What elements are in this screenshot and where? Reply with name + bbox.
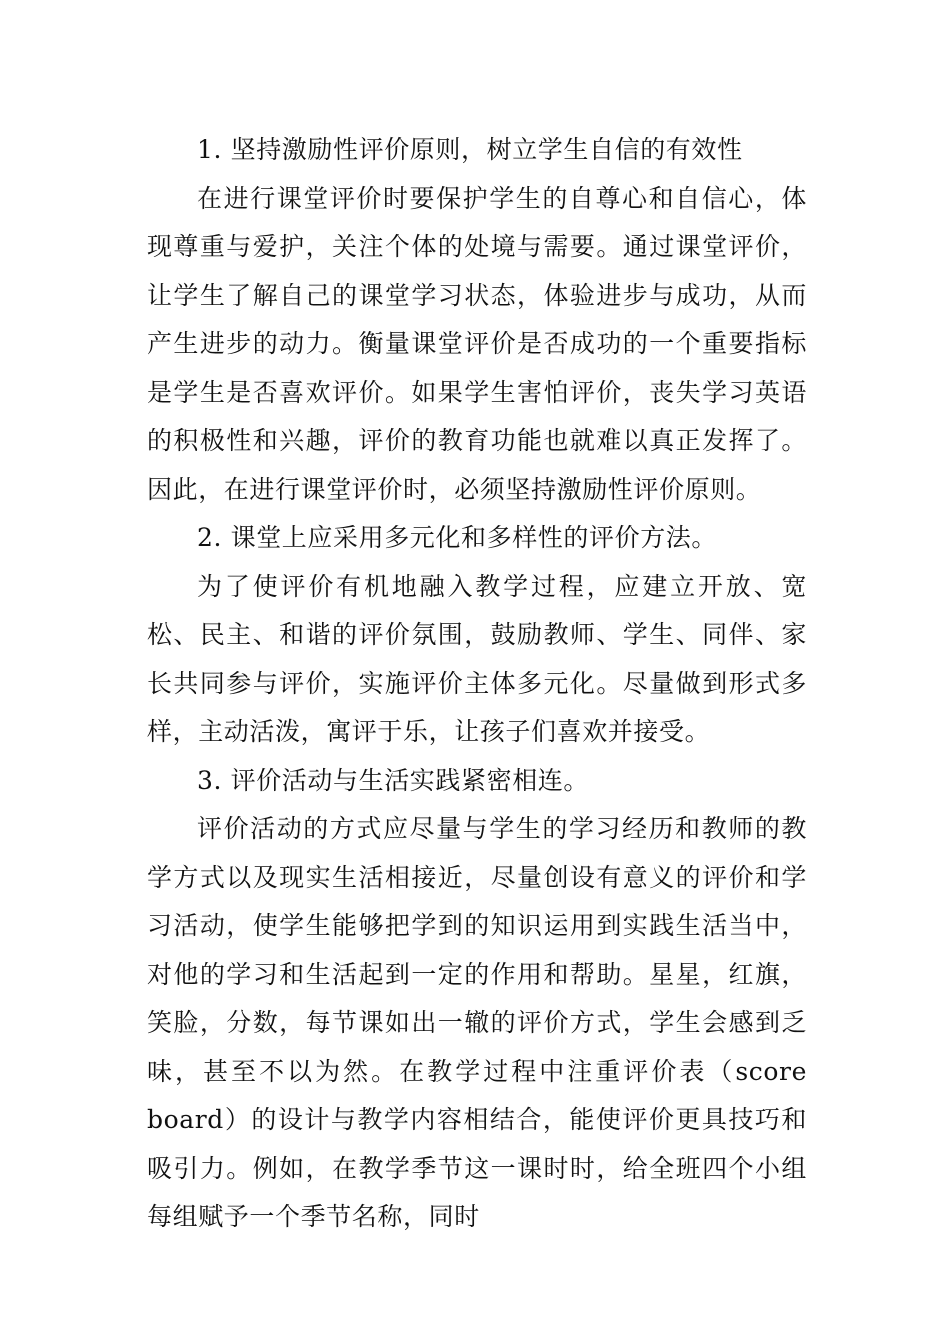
document-body — [147, 126, 807, 1242]
heading-principle-2: 2. 课堂上应采用多元化和多样性的评价方法。 — [197, 523, 718, 552]
heading-principle-3: 3. 评价活动与生活实践紧密相连。 — [197, 765, 590, 795]
paragraph-principle-1: 在进行课堂评价时要保护学生的自尊心和自信心，体现尊重与爱护，关注个体的处境与需要。通过课堂评价，让学生了解自己的课堂学习状态，体验进步与成功，从而产生进步的动力。衡量课堂评价是否成功的一个重要指标是学生是否喜欢评价。如果学生害怕评价，丧失学习英语的积极性和兴趣，评价的教育功能也就难以真正发挥了。因此，在进行课堂评价时，必须坚持激励性评价原则。 — [147, 183, 807, 504]
paragraph-principle-2: 为了使评价有机地融入教学过程，应建立开放、宽松、民主、和谐的评价氛围，鼓励教师、学生、同伴、家长共同参与评价，实施评价主体多元化。尽量做到形式多样，主动活泼，寓评于乐，让孩子们喜欢并接受。 — [147, 571, 807, 746]
heading-principle-1: 1. 坚持激励性评价原则，树立学生自信的有效性 — [197, 135, 743, 164]
paragraph-principle-3: 评价活动的方式应尽量与学生的学习经历和教师的教学方式以及现实生活相接近，尽量创设有意义的评价和学习活动，使学生能够把学到的知识运用到实践生活当中，对他的学习和生活起到一定的作用和帮助。星星，红旗，笑脸，分数，每节课如出一辙的评价方式，学生会感到乏味，甚至不以为然。在教学过程中注重评价表（score board）的设计与教学内容相结合，能使评价更具技巧和吸引力。例如，在教学季节这一课时时，给全班四个小组每组赋予一个季节名称，同时 — [147, 814, 807, 1231]
